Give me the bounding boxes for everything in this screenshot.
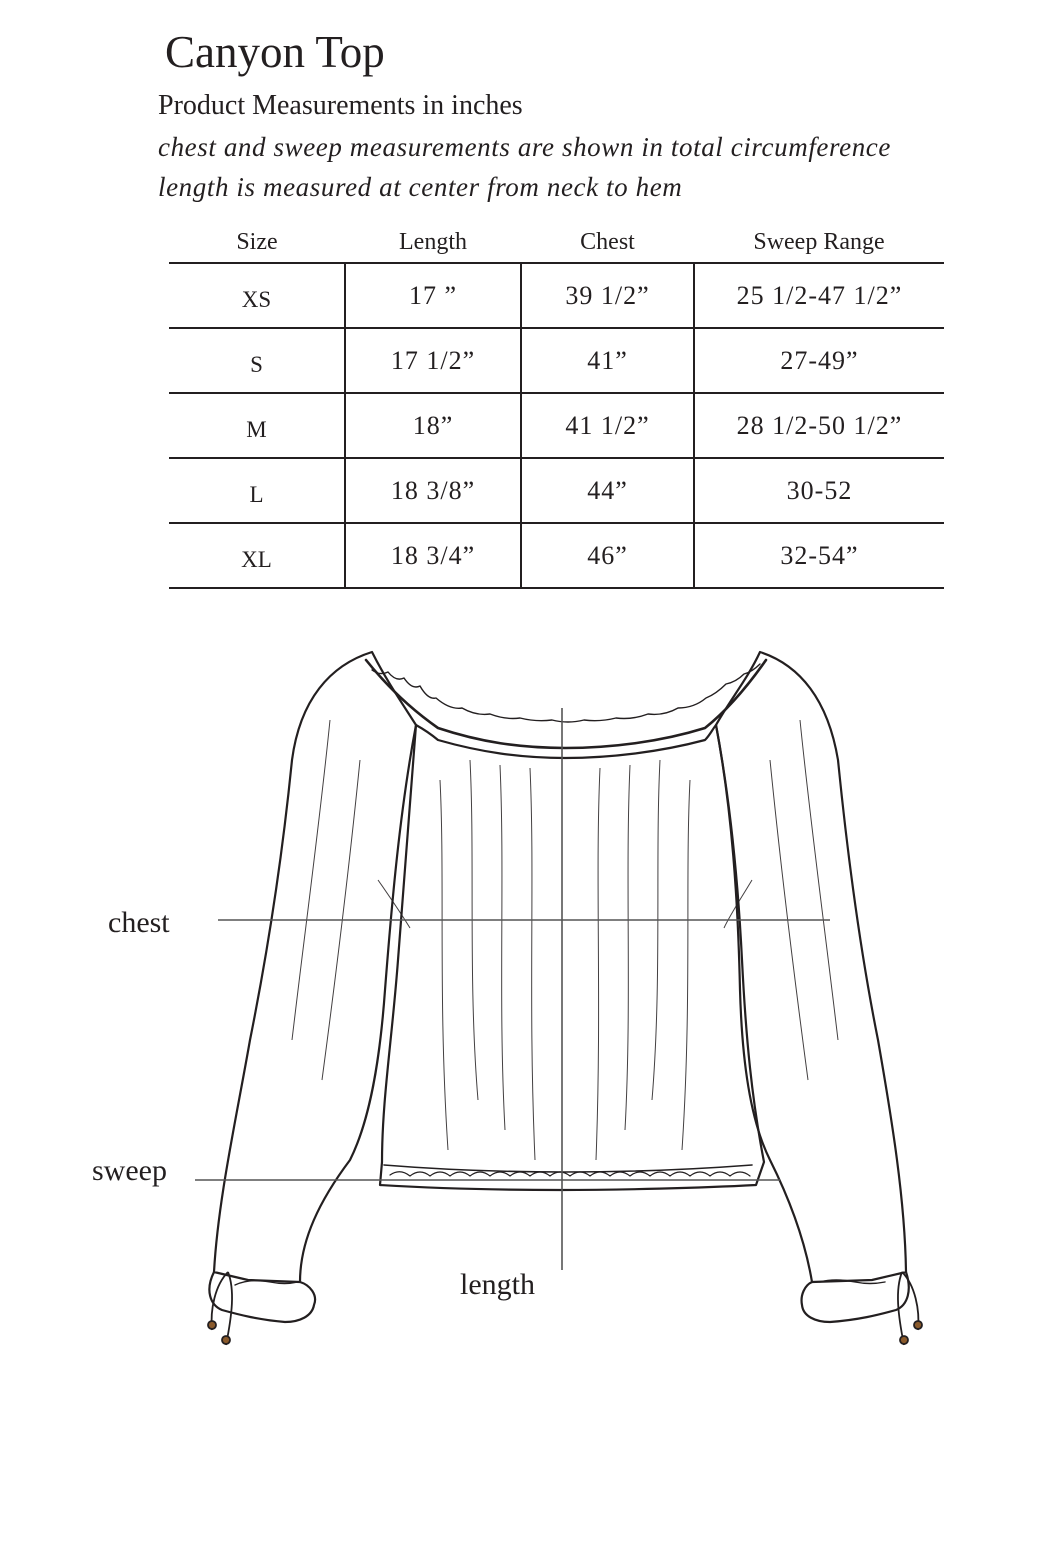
cell-length: 17 ” [345,263,521,328]
table-row [169,263,944,328]
cell-size: XS [169,263,345,328]
table-row [169,523,944,588]
cell-chest: 44” [521,458,694,523]
cell-size: XL [169,523,345,588]
header-size: Size [169,222,345,263]
cell-length: 18 3/4” [345,523,521,588]
note-circumference: chest and sweep measurements are shown in total circumference [158,132,891,162]
page-subtitle: Product Measurements in inches [158,90,523,121]
length-label: length [460,1268,535,1301]
table-row [169,393,944,458]
size-chart-table [169,222,944,589]
chest-label: chest [108,906,170,939]
cell-sweep: 28 1/2-50 1/2” [694,393,944,458]
table-row [169,328,944,393]
sweep-label: sweep [92,1154,167,1187]
cell-sweep: 25 1/2-47 1/2” [694,263,944,328]
cell-length: 17 1/2” [345,328,521,393]
header-chest: Chest [521,222,694,263]
right-bead [914,1321,922,1329]
neckline [366,660,766,748]
cell-length: 18” [345,393,521,458]
cell-length: 18 3/8” [345,458,521,523]
page-title: Canyon Top [165,27,385,77]
left-bead [208,1321,216,1329]
cell-size: M [169,393,345,458]
table-row [169,458,944,523]
cell-size: L [169,458,345,523]
header-sweep-range: Sweep Range [694,222,944,263]
bodice [380,725,764,1190]
cell-sweep: 30-52 [694,458,944,523]
header-length: Length [345,222,521,263]
table-header-row [169,222,944,263]
cell-sweep: 32-54” [694,523,944,588]
cell-sweep: 27-49” [694,328,944,393]
left-sleeve [214,652,416,1282]
note-length: length is measured at center from neck to hem [158,172,683,202]
cell-size: S [169,328,345,393]
cell-chest: 41 1/2” [521,393,694,458]
hem-elastic [384,1165,752,1172]
cell-chest: 41” [521,328,694,393]
cell-chest: 46” [521,523,694,588]
right-sleeve [716,652,906,1282]
left-drawstring [212,1272,232,1345]
cell-chest: 39 1/2” [521,263,694,328]
